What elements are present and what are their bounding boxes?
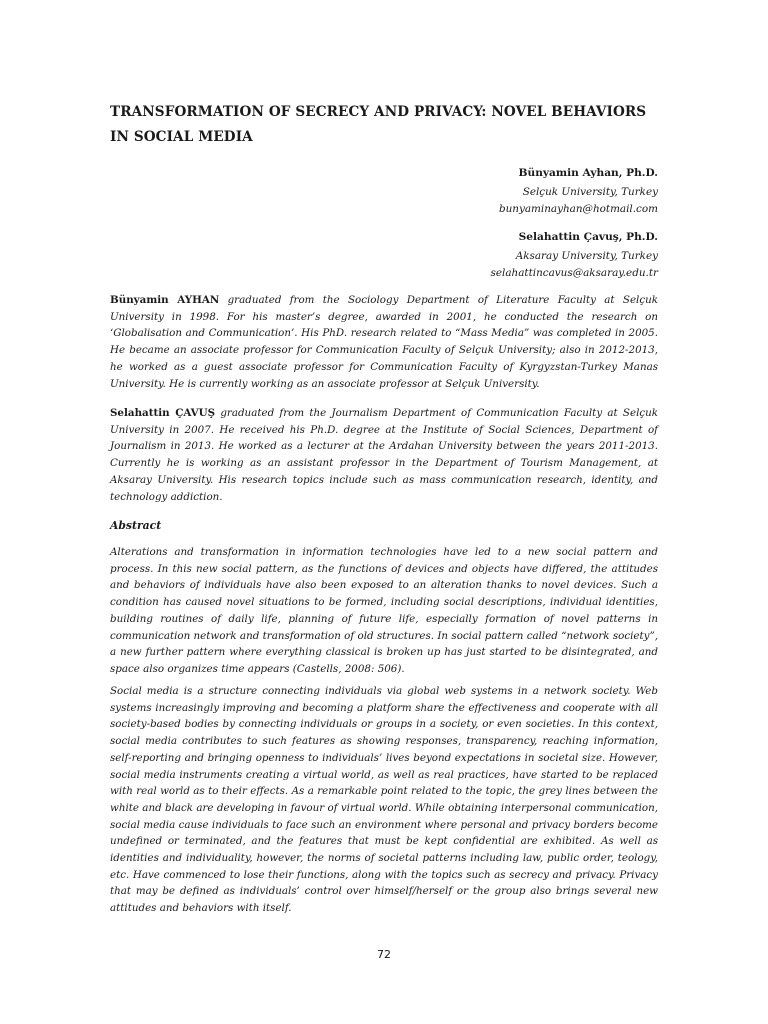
bio-lead-name: Selahattin ÇAVUŞ xyxy=(110,407,216,419)
author-email: selahattincavus@aksaray.edu.tr xyxy=(490,267,658,279)
paper-title: TRANSFORMATION OF SECRECY AND PRIVACY: NOVEL BEHAVIORS IN SOCIAL MEDIA xyxy=(110,104,647,145)
bio-text: graduated from the Journalism Department of Communication Faculty at Selçuk University in 2007. He received his Ph.D. degree at the Institute of Social Sciences, Department of Journalism in 2013. He worked as a lecturer at the Ardahan University between the years 2011-2013. Currently he is working as an assistant professor in the Department of Tourism Management, at Aksaray University. His research topics include such as mass communication research, identity, and technology addiction. xyxy=(110,407,658,503)
author-bio-2 xyxy=(110,405,658,505)
bio-text: graduated from the Sociology Department of Literature Faculty at Selçuk University in 1998. For his master’s degree, awarded in 2001, he conducted the research on ‘Globalisation and Communication’. His PhD. research related to “Mass Media” was completed in 2005. He became an associate professor for Communication Faculty of Selçuk University; also in 2012-2013, he worked as a guest associate professor for Communication Faculty of Kyrgyzstan-Turkey Manas University. He is currently working as an associate professor at Selçuk University. xyxy=(110,294,658,390)
author-email: bunyaminayhan@hotmail.com xyxy=(498,203,658,215)
author-name: Selahattin Çavuş, Ph.D. xyxy=(518,231,658,243)
abstract-paragraph-1: Alterations and transformation in information technologies have led to a new social pattern and process. In this new social pattern, as the functions of devices and objects have differed, the attitudes and behaviors of individuals have also been exposed to an alteration thanks to novel devices. Such a condition has caused novel situations to be formed, including social descriptions, individual identities, building routines of daily life, planning of future life, especially formation of novel patterns in communication network and transformation of old structures. In social pattern called “network society”, a new further pattern where everything classical is broken up has just started to be disintegrated, and space also organizes time appears (Castells, 2008: 506). xyxy=(110,546,658,675)
abstract-paragraph-2: Social media is a structure connecting individuals via global web systems in a network society. Web systems increasingly improving and becoming a platform share the effectiveness and cooperate with all society-based bodies by connecting individuals or groups in a society, or even societies. In this context, social media contributes to such features as showing responses, transparency, reaching information, self-reporting and bringing openness to individuals’ lives beyond expectations in societal size. However, social media instruments creating a virtual world, as well as real practices, have started to be replaced with real world as to their effects. As a remarkable point related to the topic, the grey lines between the white and black are developing in favour of virtual world. While obtaining interpersonal communication, social media cause individuals to face such an environment where personal and privacy borders become undefined or terminated, and the features that must be kept confidential are exhibited. As well as identities and individuality, however, the norms of societal patterns including law, public order, teology, etc. Have commenced to lose their functions, along with the topics such as secrecy and privacy. Privacy that may be defined as individuals’ control over himself/herself or the group also brings several new attitudes and behaviors with itself. xyxy=(110,685,658,915)
author-block-2 xyxy=(491,229,658,282)
abstract-heading: Abstract xyxy=(110,519,162,532)
author-name: Bünyamin Ayhan, Ph.D. xyxy=(518,167,658,179)
author-affiliation: Selçuk University, Turkey xyxy=(522,186,658,198)
bio-lead-name: Bünyamin AYHAN xyxy=(110,294,220,306)
author-bio-1 xyxy=(110,292,658,392)
author-affiliation: Aksaray University, Turkey xyxy=(515,250,658,262)
page-number: 72 xyxy=(377,948,391,961)
author-block-1 xyxy=(499,165,658,218)
